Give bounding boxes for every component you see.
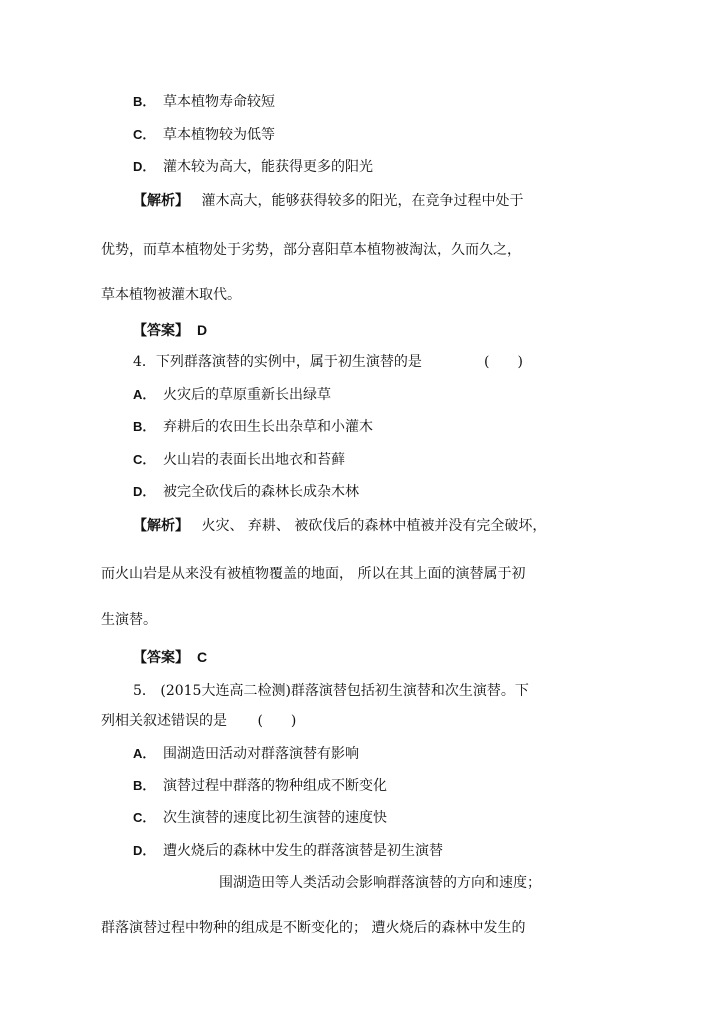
question-stem: 列相关叙述错误的是 [101,713,227,729]
option-label: C． [133,810,156,825]
q4-option-a [133,386,331,404]
option-text: 灌木较为高大，能获得更多的阳光 [163,159,373,175]
option-label: D． [133,159,156,174]
q4-stem [133,353,422,371]
q5-stem-line-2 [101,712,296,730]
answer-tag: 【答案】 [133,323,189,339]
option-label: B． [133,778,156,793]
option-label: C． [133,127,156,142]
q4-analysis-line-3: 生演替。 [101,612,157,628]
option-text: 次生演替的速度比初生演替的速度快 [163,810,387,826]
option-text: 被完全砍伐后的森林长成杂木林 [163,484,359,500]
q5-option-c [133,809,387,827]
q4-option-d [133,483,359,501]
analysis-tag: 【解析】 [133,193,189,209]
option-label: D． [133,843,156,858]
q5-analysis-line-2: 群落演替过程中物种的组成是不断变化的； 遭火烧后的森林中发生的 [101,920,526,936]
answer-value: C [197,649,208,665]
option-label: B． [133,94,156,109]
q5-analysis-line-1: 围湖造田等人类活动会影响群落演替的方向和速度； [219,875,541,891]
option-label: A． [133,387,156,402]
option-text: 演替过程中群落的物种组成不断变化 [163,778,387,794]
q3-analysis-line-1 [133,192,523,210]
option-text: 围湖造田活动对群落演替有影响 [163,746,359,762]
answer-paren: ( ) [257,713,297,729]
q3-analysis-line-2: 优势，而草本植物处于劣势，部分喜阳草本植物被淘汰，久而久之， [101,242,521,258]
q5-option-d [133,842,443,860]
q3-option-b [133,93,275,111]
question-stem: 4．下列群落演替的实例中，属于初生演替的是 [133,354,422,370]
q5-option-b [133,777,387,795]
q4-analysis-line-1 [133,517,546,535]
analysis-text: 灌木高大，能够获得较多的阳光，在竞争过程中处于 [201,193,524,209]
option-text: 草本植物较为低等 [163,127,275,143]
option-label: A． [133,746,156,761]
option-label: B． [133,419,156,434]
q4-analysis-line-2: 而火山岩是从来没有被植物覆盖的地面， 所以在其上面的演替属于初 [101,566,526,582]
option-text: 草本植物寿命较短 [163,94,275,110]
option-label: C． [133,452,156,467]
q3-answer [133,321,207,340]
option-text: 火山岩的表面长出地衣和苔藓 [163,452,345,468]
q4-option-b [133,418,373,436]
analysis-tag: 【解析】 [133,518,189,534]
q3-option-d [133,158,373,176]
option-text: 遭火烧后的森林中发生的群落演替是初生演替 [163,843,443,859]
q3-analysis-line-3: 草本植物被灌木取代。 [101,287,241,303]
analysis-text: 火灾、 弃耕、 被砍伐后的森林中植被并没有完全破坏， [201,518,547,534]
q4-option-c [133,451,345,469]
q4-answer-paren: ( ) [484,354,523,370]
answer-tag: 【答案】 [133,650,189,666]
option-text: 弃耕后的农田生长出杂草和小灌木 [163,419,373,435]
option-label: D． [133,484,156,499]
q3-option-c [133,126,275,144]
q4-answer [133,648,207,667]
answer-value: D [197,322,208,338]
option-text: 火灾后的草原重新长出绿草 [163,387,331,403]
q5-option-a [133,745,359,763]
q5-stem-line-1: 5． (2015大连高二检测)群落演替包括初生演替和次生演替。下 [133,683,529,699]
